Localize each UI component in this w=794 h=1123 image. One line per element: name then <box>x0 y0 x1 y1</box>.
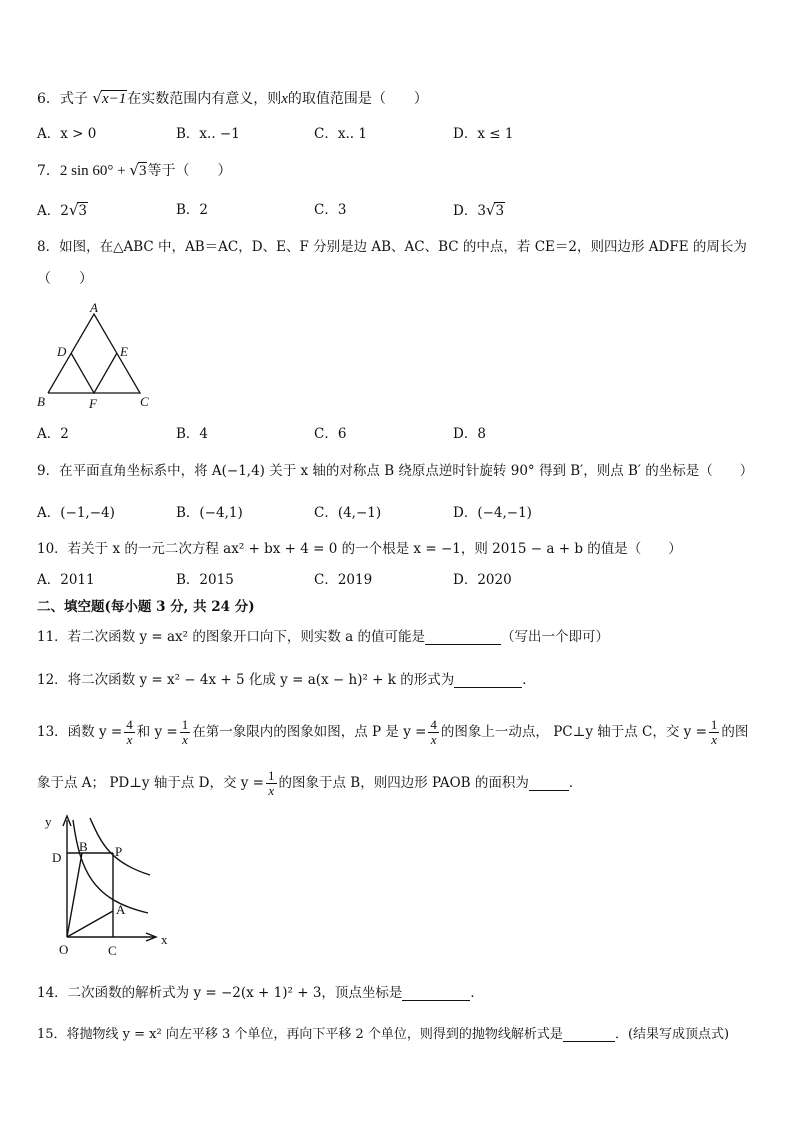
question-10: 10．若关于 x 的一元二次方程 ax² + bx + 4 = 0 的一个根是 x = −1，则 2015 − a + b 的值是（ ） <box>37 541 682 557</box>
triangle-figure <box>32 300 162 415</box>
question-number: 7． <box>37 163 60 179</box>
option-b[interactable]: B．(−4,1) <box>176 505 243 521</box>
label-a: A <box>116 902 126 917</box>
numerator: 4 <box>430 717 437 732</box>
question-text: ． <box>470 985 484 1001</box>
curve-1-over-x <box>73 820 148 913</box>
answer-blank[interactable] <box>454 673 522 688</box>
radicand: 3 <box>138 163 147 179</box>
fraction-1-over-x <box>266 769 277 798</box>
denominator: x <box>711 732 718 747</box>
option-a[interactable] <box>37 200 88 221</box>
option-b[interactable]: B．x.. −1 <box>176 126 240 142</box>
question-7 <box>37 160 231 181</box>
label-f: F <box>89 396 97 411</box>
question-text: 15．将抛物线 y = x² 向左平移 3 个单位，再向下平移 2 个单位，则得到的抛物线解析式是 <box>37 1027 563 1042</box>
label-c: C <box>140 394 149 409</box>
question-14 <box>37 983 484 1003</box>
label-c: C <box>108 943 117 958</box>
question-12 <box>37 670 536 690</box>
label-d: D <box>57 344 67 359</box>
question-text: ． <box>568 775 583 791</box>
option-d[interactable]: D．(−4,−1) <box>453 505 532 521</box>
option-c[interactable]: C．(4,−1) <box>314 505 382 521</box>
denominator: x <box>430 732 437 747</box>
question-text: 14．二次函数的解析式为 y = −2(x + 1)² + 3，顶点坐标是 <box>37 985 403 1001</box>
radical-sign: √ <box>68 201 79 219</box>
option-a[interactable]: A．x > 0 <box>37 126 97 142</box>
label-b: B <box>37 394 45 409</box>
answer-blank[interactable] <box>402 986 470 1001</box>
question-text: 式子 <box>59 91 88 107</box>
question-13-line1 <box>37 716 748 748</box>
option-label: D．3 <box>453 203 486 219</box>
radical-sign: √ <box>92 89 102 107</box>
option-c[interactable]: C．6 <box>314 426 347 442</box>
label-o: O <box>59 942 69 957</box>
question-text: ．(结果写成顶点式) <box>614 1027 730 1042</box>
question-text: 在第一象限内的图象如图，点 P 是 y = <box>192 724 427 740</box>
label-a: A <box>90 300 98 315</box>
graph-figure <box>40 810 180 960</box>
option-b[interactable]: B．2015 <box>176 572 234 588</box>
option-b[interactable]: B．4 <box>176 426 209 442</box>
label-y: y <box>45 814 52 829</box>
option-a[interactable]: A．2011 <box>37 572 95 588</box>
answer-blank[interactable] <box>425 630 501 645</box>
denominator: x <box>268 783 275 798</box>
option-d[interactable]: D．2020 <box>453 572 512 588</box>
fraction-4-over-x <box>428 718 439 747</box>
question-text: 的图象上一动点， PC⊥y 轴于点 C，交 y = <box>440 724 707 740</box>
label-b: B <box>79 839 88 854</box>
option-a[interactable]: A．(−1,−4) <box>37 505 115 521</box>
radical-sign: √ <box>129 161 139 179</box>
question-number: 6． <box>37 91 60 107</box>
segment-oa <box>67 911 113 937</box>
question-text: 等于（ ） <box>147 163 232 179</box>
label-d: D <box>52 850 62 865</box>
question-11 <box>37 627 609 647</box>
option-b[interactable]: B．2 <box>176 202 209 218</box>
fraction-1-over-x <box>709 718 720 747</box>
numerator: 1 <box>268 768 275 783</box>
option-a[interactable]: A．2 <box>37 426 69 442</box>
radicand: 3 <box>495 203 505 219</box>
question-text: 11．若二次函数 y = ax² 的图象开口向下，则实数 a 的值可能是 <box>37 629 425 645</box>
answer-blank[interactable] <box>529 776 569 791</box>
option-d[interactable] <box>453 200 505 221</box>
numerator: 4 <box>126 717 133 732</box>
question-8: 8．如图，在△ABC 中，AB＝AC，D、E、F 分别是边 AB、AC、BC 的中点，若 CE＝2，则四边形 ADFE 的周长为 <box>37 239 747 255</box>
question-text: ． <box>522 672 536 688</box>
question-text: 13．函数 y = <box>37 724 123 740</box>
question-text: 在实数范围内有意义，则 <box>127 91 282 107</box>
question-9: 9．在平面直角坐标系中，将 A(−1,4) 关于 x 轴的对称点 B 绕原点逆时针旋转 90° 得到 B′，则点 B′ 的坐标是（ ） <box>37 463 754 479</box>
question-text: 和 y = <box>136 724 178 740</box>
option-d[interactable]: D．x ≤ 1 <box>453 126 514 142</box>
question-13-line2 <box>37 767 582 799</box>
radicand: x−1 <box>101 91 127 107</box>
option-c[interactable]: C．2019 <box>314 572 373 588</box>
question-15 <box>37 1025 729 1045</box>
answer-blank[interactable] <box>563 1027 615 1042</box>
label-e: E <box>120 344 128 359</box>
option-c[interactable]: C．x.. 1 <box>314 126 367 142</box>
question-8-paren: （ ） <box>37 271 93 287</box>
question-text: 象于点 A； PD⊥y 轴于点 D，交 y = <box>37 775 264 791</box>
option-d[interactable]: D．8 <box>453 426 486 442</box>
question-text: 的图象于点 B，则四边形 PAOB 的面积为 <box>278 775 529 791</box>
variable: x <box>281 91 288 107</box>
option-c[interactable]: C．3 <box>314 202 347 218</box>
radical-sign: √ <box>485 201 496 219</box>
numerator: 1 <box>181 717 189 732</box>
segment-ob <box>67 853 82 937</box>
label-x: x <box>161 932 168 947</box>
numerator: 1 <box>710 717 718 732</box>
section-heading: 二、填空题(每小题 3 分, 共 24 分) <box>37 599 255 615</box>
question-text: 12．将二次函数 y = x² − 4x + 5 化成 y = a(x − h)² + k 的形式为 <box>37 672 455 688</box>
fraction-4-over-x <box>124 718 135 747</box>
question-6 <box>37 88 428 109</box>
question-text: （写出一个即可） <box>501 629 609 645</box>
question-text: 的取值范围是（ ） <box>287 91 428 107</box>
denominator: x <box>182 732 188 747</box>
option-label: A．2 <box>37 203 69 219</box>
label-p: P <box>115 844 123 859</box>
expression: 2 sin 60° + <box>59 163 130 179</box>
fraction-1-over-x <box>180 718 191 747</box>
denominator: x <box>126 732 133 747</box>
radicand: 3 <box>78 203 87 219</box>
midline-def <box>71 353 117 393</box>
question-text: 的图 <box>721 724 749 740</box>
